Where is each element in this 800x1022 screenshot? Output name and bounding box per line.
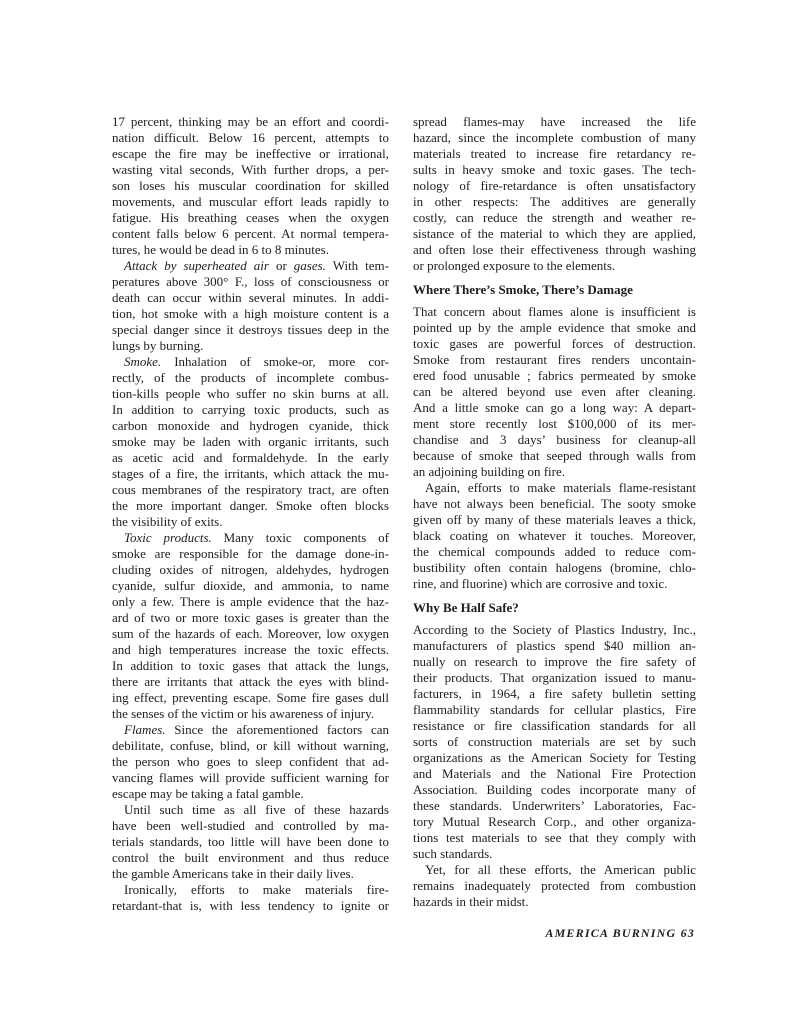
text-line: Again, efforts to make materials flame-resistant	[425, 480, 696, 495]
text-line: and Materials and the National Fire Protection	[413, 766, 696, 781]
text-line: escape the fire may be ineffective or irrational,	[112, 146, 389, 161]
text-line: retardant-that is, with less tendency to ignite or	[112, 898, 389, 913]
text-line: bustibility often contain halogens (bromine, chlo-	[413, 560, 696, 575]
text-line: their products. That organization issued to manu-	[413, 670, 696, 685]
text-line: fatigue. His breathing ceases when the oxygen	[112, 210, 389, 225]
text-line: and often lose their effectiveness through washing	[413, 242, 696, 257]
text-line: chandise and 3 days’ business for cleanup-all	[413, 432, 696, 447]
paragraph	[112, 722, 389, 802]
paragraph	[112, 802, 389, 882]
text-line: vancing flames will provide sufficient warning for	[112, 770, 389, 785]
text-line: have not always been beneficial. The sooty smoke	[413, 496, 696, 511]
text-line: and high temperatures increase the toxic effects.	[112, 642, 389, 657]
text-line	[112, 722, 389, 738]
text-line: ered food unusable ; fabrics permeated by smoke	[413, 368, 696, 383]
text-line: rine, and fluorine) which are corrosive and toxic.	[413, 576, 668, 591]
text-line: these standards. Underwriters’ Laboratories, Fac-	[413, 798, 696, 813]
left-column	[112, 114, 389, 914]
text-line: manufacturers of plastics spend $40 million an-	[413, 638, 696, 653]
section-heading: Why Be Half Safe?	[413, 600, 519, 615]
text-line: ment store recently lost $100,000 of its mer-	[413, 416, 696, 431]
text-line: the more important danger. Smoke often blocks	[112, 498, 389, 513]
text-run: With tem-	[325, 258, 389, 273]
right-column	[413, 114, 696, 910]
text-line: sistance of the material to which they are applied,	[413, 226, 696, 241]
text-line: 17 percent, thinking may be an effort and coordi-	[112, 114, 389, 129]
text-line: Association. Building codes incorporate many of	[413, 782, 696, 797]
text-line: According to the Society of Plastics Industry, Inc.,	[413, 622, 696, 637]
text-line	[112, 258, 389, 274]
section-heading: Where There’s Smoke, There’s Damage	[413, 282, 633, 297]
text-line: cyanide, sulfur dioxide, and ammonia, to name	[112, 578, 389, 593]
text-line: hazard, since the incomplete combustion of many	[413, 130, 696, 145]
text-line: sults in heavy smoke and toxic gases. The tech-	[413, 162, 696, 177]
text-line: content falls below 6 percent. At normal tempera-	[112, 226, 389, 241]
text-line: black coating on whatever it touches. Moreover,	[413, 528, 696, 543]
text-line: costly, can reduce the strength and weather re-	[413, 210, 696, 225]
text-line: the senses of the victim or his awareness of injury.	[112, 706, 374, 721]
text-line: debilitate, confuse, blind, or kill without warning,	[112, 738, 389, 753]
text-line: facturers, in 1964, a fire safety bulletin setting	[413, 686, 696, 701]
text-line: Until such time as all five of these hazards	[124, 802, 389, 817]
paragraph	[112, 354, 389, 530]
text-line: death can occur within several minutes. In addi-	[112, 290, 389, 305]
paragraph	[112, 258, 389, 354]
text-line: materials treated to increase fire retardancy re-	[413, 146, 696, 161]
text-line: movements, and muscular effort leads rapidly to	[112, 194, 389, 209]
text-line: That concern about flames alone is insufficient is	[413, 304, 696, 319]
text-line: because of smoke that seeped through walls from	[413, 448, 696, 463]
text-line: toxic gases are powerful forces of destruction.	[413, 336, 696, 351]
text-line: special danger since it destroys tissues deep in the	[112, 322, 389, 337]
text-line: ing effect, preventing escape. Some fire gases dull	[112, 690, 389, 705]
paragraph	[413, 622, 696, 862]
text-line	[112, 530, 389, 546]
text-line: peratures above 300° F., loss of consciousness or	[112, 274, 389, 289]
text-line: organizations as the American Society for Testing	[413, 750, 696, 765]
italic-run-in-text: gases.	[293, 258, 326, 273]
text-line: escape may be taking a fatal gamble.	[112, 786, 304, 801]
text-line: wasting vital seconds, With further drops, a per-	[112, 162, 389, 177]
text-line: nually on research to improve the fire safety of	[413, 654, 696, 669]
text-line: tion, hot smoke with a high moisture content is a	[112, 306, 389, 321]
text-line: cluding oxides of nitrogen, aldehydes, hydrogen	[112, 562, 389, 577]
text-line: the gamble Americans take in their daily lives.	[112, 866, 354, 881]
paragraph	[112, 530, 389, 722]
text-line: In addition to toxic gases that attack the lungs,	[112, 658, 389, 673]
text-line: remains inadequately protected from combustion	[413, 878, 696, 893]
text-line: or prolonged exposure to the elements.	[413, 258, 616, 273]
text-line: flammability standards for cellular plastics, Fire	[413, 702, 696, 717]
text-line: the visibility of exits.	[112, 514, 223, 529]
text-line: cous membranes of the respiratory tract, are often	[112, 482, 389, 497]
text-line: resistance or fire classification standards for all	[413, 718, 696, 733]
italic-run-in-text: Attack by superheated air	[124, 258, 269, 273]
text-line: And a little smoke can go a long way: A depart-	[413, 400, 696, 415]
text-line: Smoke from restaurant fires renders uncontain-	[413, 352, 696, 367]
text-line: stages of a fire, the irritants, which attack the mu-	[112, 466, 389, 481]
text-line: the chemical compounds added to reduce com-	[413, 544, 696, 559]
text-line: tion-kills people who suffer no skin burns at all.	[112, 386, 389, 401]
text-line: lungs by burning.	[112, 338, 204, 353]
text-line: son loses his muscular coordination for skilled	[112, 178, 389, 193]
italic-run-in-text: Smoke.	[124, 354, 162, 369]
text-line: sum of the hazards of each. Moreover, low oxygen	[112, 626, 389, 641]
text-line: nology of fire-retardance is often unsatisfactory	[413, 178, 696, 193]
text-line: the person who goes to sleep confident that ad-	[112, 754, 389, 769]
text-line: In addition to carrying toxic products, such as	[112, 402, 389, 417]
text-line	[112, 354, 389, 370]
text-line: there are irritants that attack the eyes with blind-	[112, 674, 389, 689]
text-line: have been well-studied and controlled by ma-	[112, 818, 389, 833]
text-line: such standards.	[413, 846, 493, 861]
text-line: tory Mutual Research Corp., and other organiza-	[413, 814, 696, 829]
text-line: pointed up by the ample evidence that smoke and	[413, 320, 696, 335]
paragraph	[112, 114, 389, 258]
text-line: control the built environment and thus reduce	[112, 850, 389, 865]
italic-run-in-text: Flames.	[124, 722, 166, 737]
text-line: an adjoining building on fire.	[413, 464, 566, 479]
text-run: Inhalation of smoke-or, more cor-	[161, 354, 389, 369]
text-line: rectly, of the products of incomplete combus-	[112, 370, 389, 385]
text-run: Many toxic components of	[211, 530, 389, 545]
text-line: hazards in their midst.	[413, 894, 529, 909]
text-line: only a few. There is ample evidence that the haz-	[112, 594, 389, 609]
text-line: in other respects: The additives are generally	[413, 194, 696, 209]
paragraph	[413, 862, 696, 910]
text-line: as acetic acid and formaldehyde. In the early	[112, 450, 389, 465]
text-line: sorts of construction materials are set by such	[413, 734, 696, 749]
text-line: terials standards, too little will have been done to	[112, 834, 389, 849]
text-run: or	[268, 258, 294, 273]
text-line: tures, he would be dead in 6 to 8 minutes.	[112, 242, 329, 257]
paragraph	[112, 882, 389, 914]
text-run: Since the aforementioned factors can	[165, 722, 389, 737]
italic-run-in-text: Toxic products.	[124, 530, 212, 545]
text-line: Ironically, efforts to make materials fire-	[124, 882, 389, 897]
page-footer-running-title: AMERICA BURNING 63	[545, 926, 695, 940]
text-line: smoke may be laden with organic irritants, such	[112, 434, 389, 449]
text-line: given off by many of these materials leaves a thick,	[413, 512, 696, 527]
text-line: tions test materials to see that they comply with	[413, 830, 696, 845]
paragraph	[413, 480, 696, 592]
text-line: carbon monoxide and hydrogen cyanide, thick	[112, 418, 389, 433]
paragraph	[413, 304, 696, 480]
paragraph	[413, 114, 696, 274]
text-line: nation difficult. Below 16 percent, attempts to	[112, 130, 389, 145]
text-line: smoke are responsible for the damage done-in-	[112, 546, 389, 561]
text-line: can be altered beyond use even after cleaning.	[413, 384, 696, 399]
text-line: Yet, for all these efforts, the American public	[425, 862, 696, 877]
text-line: ard of two or more toxic gases is greater than the	[112, 610, 389, 625]
text-line: spread flames-may have increased the life	[413, 114, 696, 129]
